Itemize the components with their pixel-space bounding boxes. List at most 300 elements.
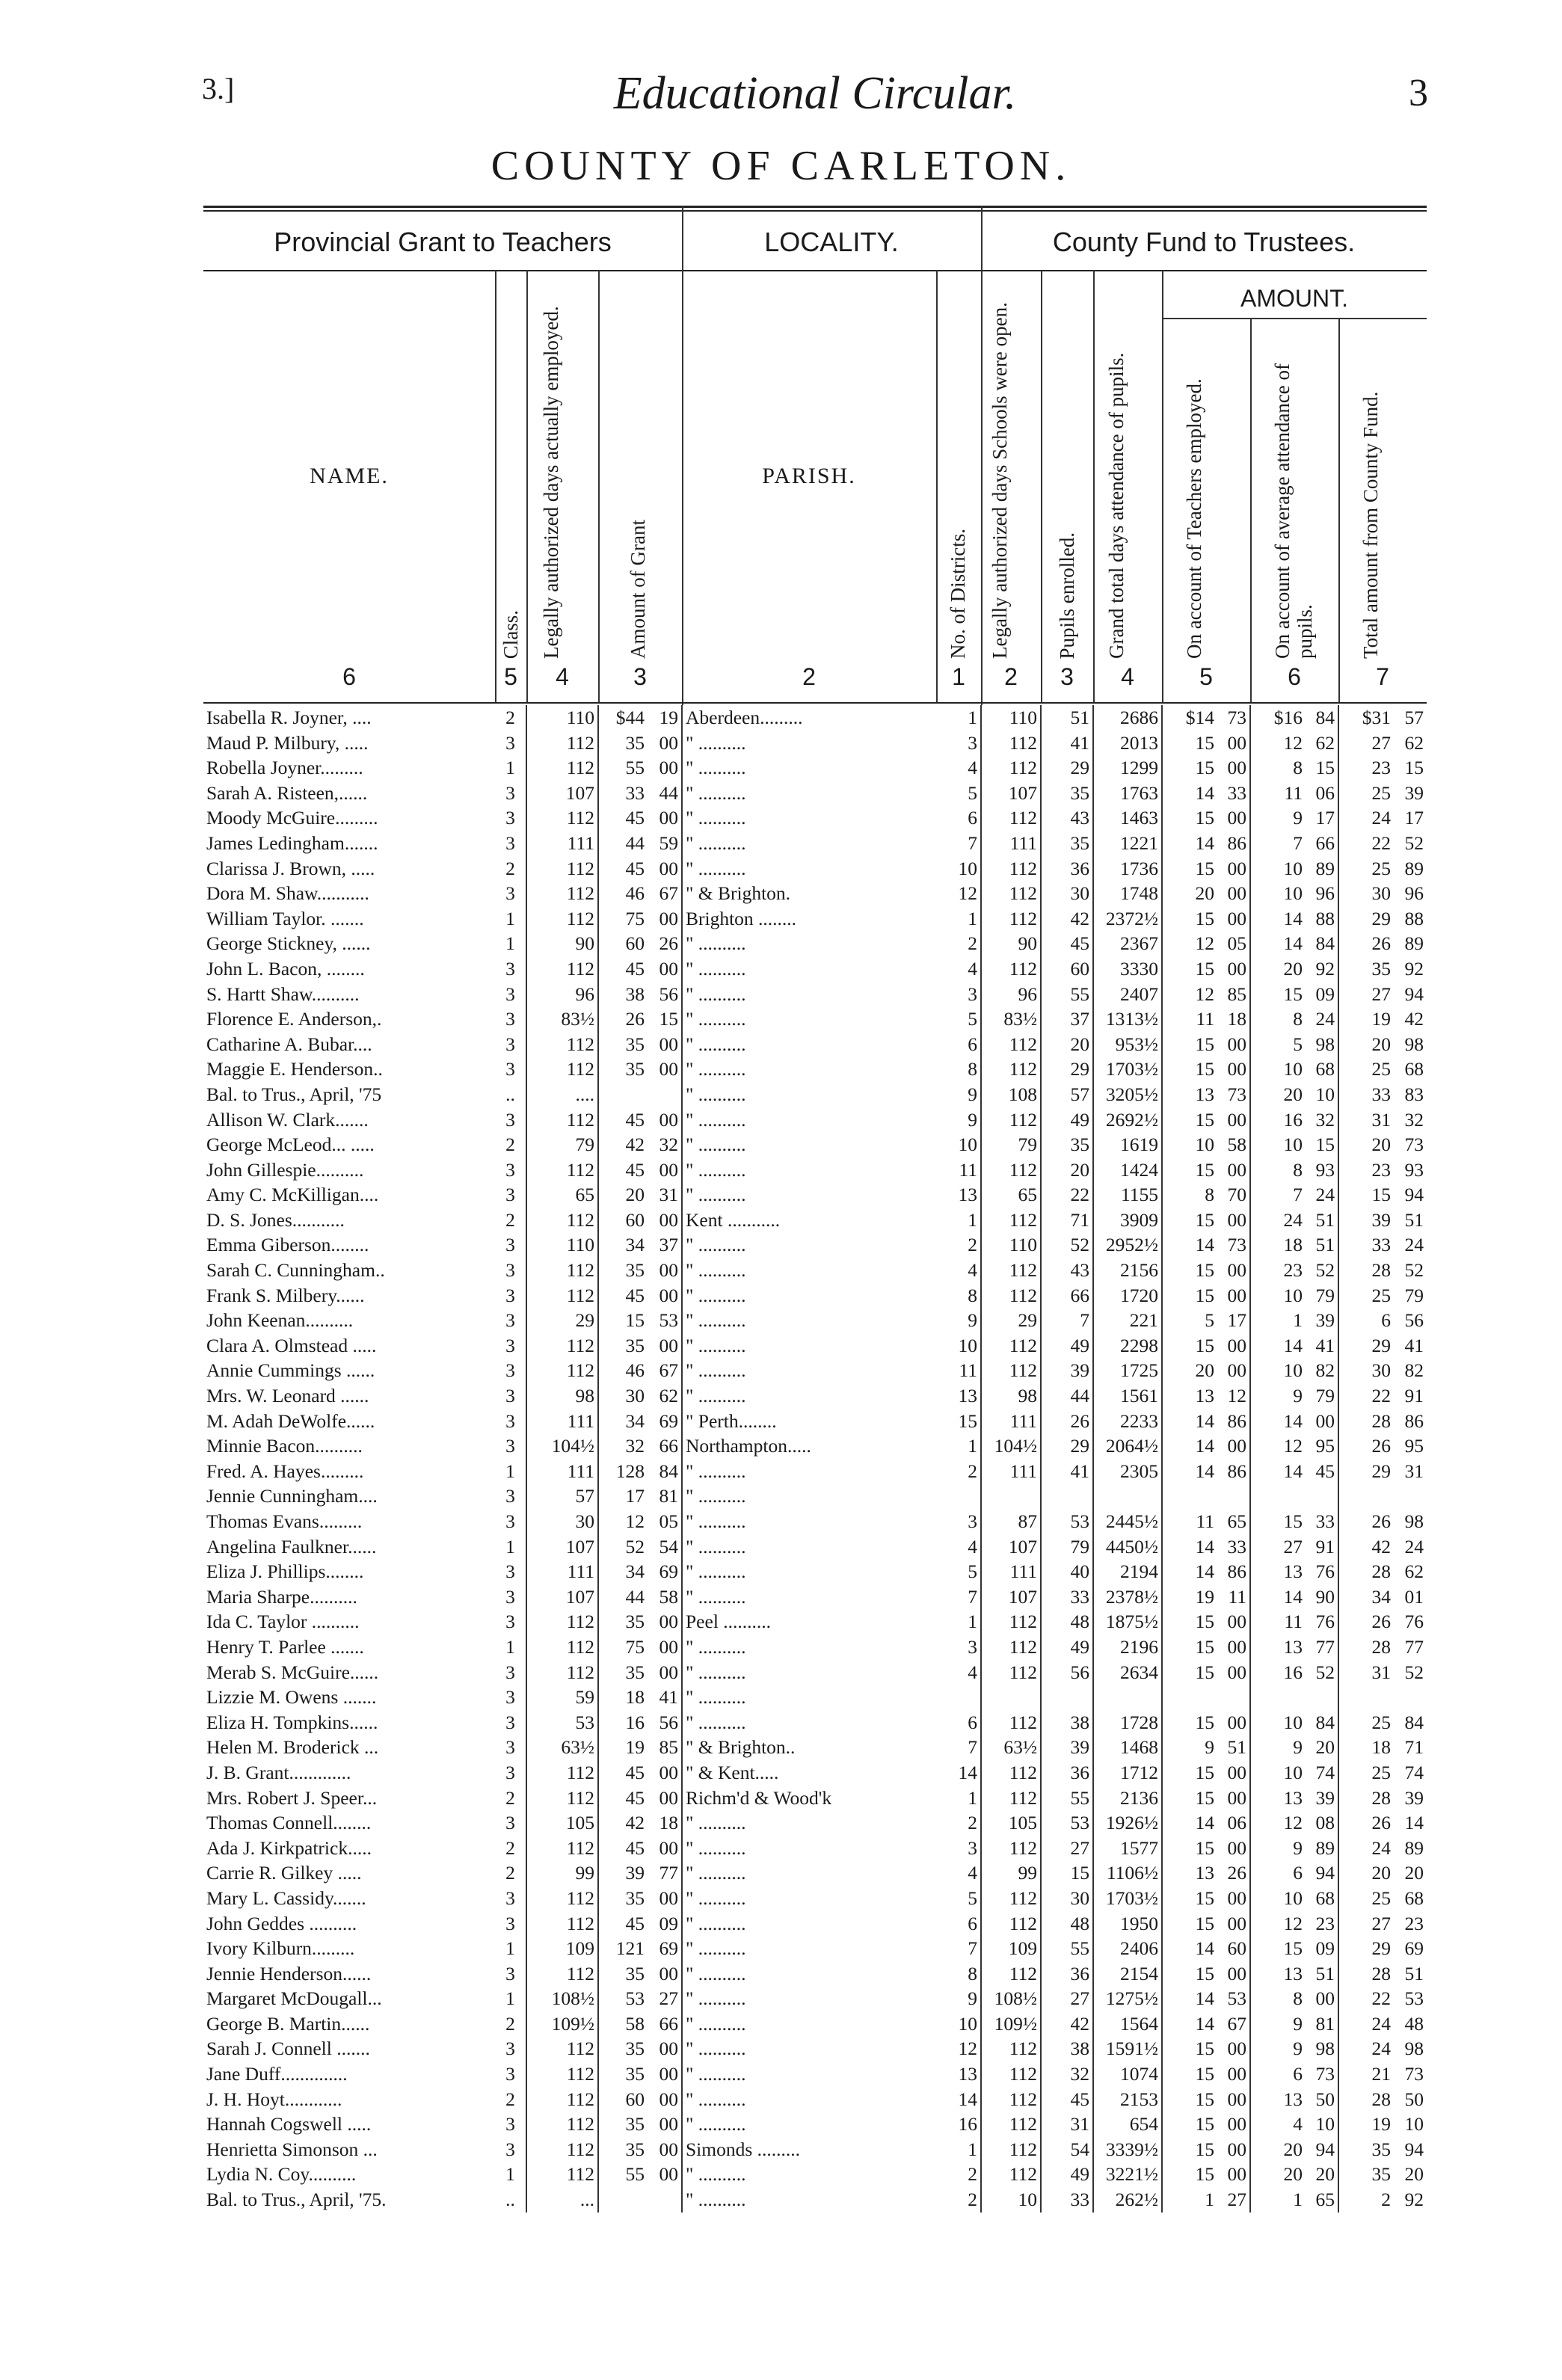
parish: " .......... xyxy=(686,1234,746,1256)
grant-dollars: 35 xyxy=(625,2138,645,2160)
district-no: 11 xyxy=(936,1358,981,1383)
total-days: 3205½ xyxy=(1093,1082,1162,1107)
total-cents: 89 xyxy=(1404,857,1424,879)
class: 2 xyxy=(495,1836,526,1861)
class: 3 xyxy=(495,805,526,831)
average-dollars: 8 xyxy=(1293,1158,1303,1181)
total-cents: 56 xyxy=(1404,1309,1424,1332)
total-days: 1763 xyxy=(1093,781,1162,806)
total-days: 3339½ xyxy=(1093,2137,1162,2162)
total-cents: 50 xyxy=(1404,2088,1424,2110)
class: 3 xyxy=(495,1433,526,1459)
teachers-dollars: 14 xyxy=(1195,1987,1214,2010)
class: 3 xyxy=(495,1710,526,1735)
total-cents: 98 xyxy=(1404,1510,1424,1532)
average-dollars: 10 xyxy=(1283,1058,1303,1080)
days-open: 111 xyxy=(981,1409,1041,1434)
grant-dollars: 45 xyxy=(625,1761,645,1783)
district-no: 5 xyxy=(936,1006,981,1032)
average-dollars xyxy=(1250,1483,1306,1509)
average-cents: 51 xyxy=(1306,1961,1338,1987)
days-employed: 111 xyxy=(526,1409,598,1434)
pupils-enrolled: 29 xyxy=(1041,1433,1093,1459)
grant-cents: 67 xyxy=(648,1358,682,1383)
pupils-enrolled: 55 xyxy=(1041,1936,1093,1961)
district-no: 9 xyxy=(936,1082,981,1107)
days-employed: 105 xyxy=(526,1810,598,1836)
teachers-cents: 00 xyxy=(1217,805,1250,831)
total-dollars: 35 xyxy=(1371,2163,1391,2186)
days-employed: 112 xyxy=(526,1283,598,1309)
total-days: 4450½ xyxy=(1093,1534,1162,1560)
teachers-cents: 33 xyxy=(1217,781,1250,806)
class: 3 xyxy=(495,1032,526,1057)
grant-dollars: 60 xyxy=(625,932,645,955)
total-dollars: 30 xyxy=(1371,882,1391,905)
teachers-dollars: 15 xyxy=(1195,1836,1214,1859)
teachers-cents xyxy=(1217,1483,1250,1509)
teachers-cents: 73 xyxy=(1217,1082,1250,1107)
table-row xyxy=(203,1358,1427,1383)
total-days: 3909 xyxy=(1093,1208,1162,1233)
district-no: 15 xyxy=(936,1409,981,1434)
parish: " .......... xyxy=(686,1812,746,1834)
total-cents: 91 xyxy=(1404,1385,1424,1407)
parish: " .......... xyxy=(686,2113,746,2135)
teachers-dollars: 11 xyxy=(1196,1510,1214,1532)
grant-dollars: 45 xyxy=(625,807,645,829)
grant-cents: 00 xyxy=(648,1208,682,1233)
district-no: 10 xyxy=(936,856,981,882)
teachers-cents: 00 xyxy=(1217,1433,1250,1459)
page-title: Educational Circular. xyxy=(613,68,1017,119)
district-no: 7 xyxy=(936,831,981,856)
teachers-dollars: 14 xyxy=(1195,1460,1214,1482)
table-row xyxy=(203,2112,1427,2137)
districts-header: No. of Districts. xyxy=(947,529,969,659)
teachers-dollars: 15 xyxy=(1195,2163,1214,2186)
teachers-dollars: 15 xyxy=(1195,907,1214,929)
average-dollars: 8 xyxy=(1293,1987,1303,2010)
total-days: 1468 xyxy=(1093,1735,1162,1760)
teachers-cents: 12 xyxy=(1217,1383,1250,1409)
days-employed: 112 xyxy=(526,881,598,906)
total-dollars: 22 xyxy=(1371,831,1391,854)
average-cents: 84 xyxy=(1306,705,1338,731)
district-no: 4 xyxy=(936,1660,981,1685)
grant-cents: 09 xyxy=(648,1911,682,1937)
days-employed: 112 xyxy=(526,2061,598,2087)
total-cents: 84 xyxy=(1404,1711,1424,1733)
class: 3 xyxy=(495,1308,526,1333)
grant-cents: 62 xyxy=(648,1383,682,1409)
pupils-enrolled: 36 xyxy=(1041,1760,1093,1786)
teacher-name: Ida C. Taylor .......... xyxy=(206,1611,360,1633)
class: 1 xyxy=(495,1459,526,1484)
days-open: 107 xyxy=(981,781,1041,806)
average-cents: 51 xyxy=(1306,1232,1338,1258)
teachers-dollars: 15 xyxy=(1195,1284,1214,1306)
teachers-dollars: 20 xyxy=(1195,1359,1214,1382)
teacher-name: Emma Giberson........ xyxy=(206,1234,369,1256)
total-dollars: 28 xyxy=(1371,1409,1391,1432)
days-open: 107 xyxy=(981,1534,1041,1560)
teachers-cents: 00 xyxy=(1217,1710,1250,1735)
pupils-enrolled: 56 xyxy=(1041,1660,1093,1685)
table-row xyxy=(203,1006,1427,1032)
grant-dollars: 42 xyxy=(625,1812,645,1834)
pupils-enrolled: 32 xyxy=(1041,2061,1093,2087)
parish: " .......... xyxy=(686,857,746,879)
average-cents: 20 xyxy=(1306,1735,1338,1760)
class: 3 xyxy=(495,1483,526,1509)
average-cents: 09 xyxy=(1306,982,1338,1007)
pupils-enrolled: 40 xyxy=(1041,1559,1093,1584)
teachers-dollars: 15 xyxy=(1195,2138,1214,2160)
table-row xyxy=(203,1107,1427,1133)
average-cents: 79 xyxy=(1306,1283,1338,1309)
days-employed: 107 xyxy=(526,1534,598,1560)
days-open-header-cell xyxy=(983,277,1041,659)
days-employed: 109 xyxy=(526,1936,598,1961)
teachers-cents: 00 xyxy=(1217,856,1250,882)
teachers-cents xyxy=(1217,1685,1250,1710)
average-cents: 10 xyxy=(1306,2112,1338,2137)
total-cents: 74 xyxy=(1404,1761,1424,1783)
days-open: 112 xyxy=(981,1911,1041,1937)
teachers-cents: 00 xyxy=(1217,755,1250,781)
district-no: 5 xyxy=(936,1559,981,1584)
total-cents: 94 xyxy=(1404,2138,1424,2160)
parish: " .......... xyxy=(686,1158,746,1181)
table-row xyxy=(203,1584,1427,1610)
parish: " .......... xyxy=(686,1836,746,1859)
average-cents: 84 xyxy=(1306,931,1338,956)
days-open: 112 xyxy=(981,1609,1041,1635)
teachers-dollars: 15 xyxy=(1195,1661,1214,1683)
teachers-dollars: 12 xyxy=(1195,932,1214,955)
days-open: 108 xyxy=(981,1082,1041,1107)
grant-cents: 66 xyxy=(648,1433,682,1459)
district-no: 14 xyxy=(936,1760,981,1786)
total-days: 2406 xyxy=(1093,1936,1162,1961)
total-days: 1155 xyxy=(1093,1182,1162,1208)
total-days: 1106½ xyxy=(1093,1860,1162,1886)
table-row xyxy=(203,1911,1427,1937)
pupils-enrolled: 53 xyxy=(1041,1509,1093,1534)
teachers-dollars: 15 xyxy=(1195,957,1214,980)
class: 2 xyxy=(495,1860,526,1886)
average-dollars: 23 xyxy=(1283,1259,1303,1282)
teachers-cents: 06 xyxy=(1217,1810,1250,1836)
days-open: 63½ xyxy=(981,1735,1041,1760)
days-open: 112 xyxy=(981,1157,1041,1183)
days-employed: 108½ xyxy=(526,1986,598,2011)
pupils-enrolled: 60 xyxy=(1041,956,1093,982)
total-dollars: 24 xyxy=(1371,2038,1391,2060)
total-cents: 51 xyxy=(1404,1208,1424,1231)
total-dollars: 2 xyxy=(1381,2189,1391,2211)
total-dollars: 28 xyxy=(1371,1635,1391,1658)
total-days: 2064½ xyxy=(1093,1433,1162,1459)
days-employed: 112 xyxy=(526,1157,598,1183)
days-open: 112 xyxy=(981,2036,1041,2061)
parish: " .......... xyxy=(686,2038,746,2060)
district-no: 2 xyxy=(936,2187,981,2213)
grant-cents: 00 xyxy=(648,1258,682,1283)
grant-cents: 00 xyxy=(648,1660,682,1685)
days-open: 112 xyxy=(981,906,1041,932)
teachers-cents: 05 xyxy=(1217,931,1250,956)
days-employed: 112 xyxy=(526,731,598,756)
pupils-enrolled: 49 xyxy=(1041,2162,1093,2187)
average-dollars: 14 xyxy=(1283,1409,1303,1432)
parish: Simonds ......... xyxy=(686,2138,801,2160)
teachers-dollars: 20 xyxy=(1195,882,1214,905)
total-cents: 24 xyxy=(1404,1234,1424,1256)
average-dollars: 10 xyxy=(1283,1887,1303,1909)
days-open: 112 xyxy=(981,2087,1041,2112)
days-open: 112 xyxy=(981,1886,1041,1911)
class: 1 xyxy=(495,755,526,781)
district-no: 4 xyxy=(936,956,981,982)
grand-total-header: Grand total days attendance of pupils. xyxy=(1105,352,1128,659)
total-dollars: 20 xyxy=(1371,1862,1391,1884)
pupils-enrolled: 29 xyxy=(1041,1057,1093,1082)
teachers-dollars: 14 xyxy=(1195,831,1214,854)
table-row xyxy=(203,1182,1427,1208)
teachers-dollars: 5 xyxy=(1205,1309,1214,1332)
grant-dollars: $44 xyxy=(615,707,645,728)
grant-cents: 67 xyxy=(648,881,682,906)
amount-rule xyxy=(1162,318,1427,319)
average-dollars: 9 xyxy=(1293,2038,1303,2060)
teachers-cents: 00 xyxy=(1217,1157,1250,1183)
days-employed: 57 xyxy=(526,1483,598,1509)
total-cents: 53 xyxy=(1404,1987,1424,2010)
total-cents: 14 xyxy=(1404,1812,1424,1834)
parish: " .......... xyxy=(686,831,746,854)
pupils-enrolled: 30 xyxy=(1041,1886,1093,1911)
total-dollars: 26 xyxy=(1371,1812,1391,1834)
total-days: 1275½ xyxy=(1093,1986,1162,2011)
district-no: 16 xyxy=(936,2112,981,2137)
teachers-cents: 00 xyxy=(1217,1609,1250,1635)
days-open: 29 xyxy=(981,1308,1041,1333)
pupils-enrolled-header: Pupils enrolled. xyxy=(1056,532,1078,659)
teacher-name: Bal. to Trus., April, '75 xyxy=(206,1083,382,1105)
total-dollars: 42 xyxy=(1371,1535,1391,1558)
total-cents: 20 xyxy=(1404,1862,1424,1884)
total-cents: 89 xyxy=(1404,1836,1424,1859)
grant-dollars xyxy=(598,1082,648,1107)
days-employed-header-cell xyxy=(528,277,598,659)
class: 3 xyxy=(495,1057,526,1082)
days-open: 112 xyxy=(981,956,1041,982)
teacher-name: Clarissa J. Brown, ..... xyxy=(206,857,375,879)
class: 3 xyxy=(495,1509,526,1534)
average-cents: 51 xyxy=(1306,1208,1338,1233)
average-dollars: 12 xyxy=(1283,1435,1303,1457)
grant-dollars: 75 xyxy=(625,907,645,929)
class: 3 xyxy=(495,831,526,856)
total-cents: 83 xyxy=(1404,1083,1424,1105)
days-employed: 112 xyxy=(526,1258,598,1283)
total-days: 1712 xyxy=(1093,1760,1162,1786)
days-employed: 98 xyxy=(526,1383,598,1409)
district-no: 3 xyxy=(936,982,981,1007)
average-cents: 81 xyxy=(1306,2011,1338,2037)
total-days: 2298 xyxy=(1093,1333,1162,1359)
district-no: 4 xyxy=(936,1258,981,1283)
days-employed: 30 xyxy=(526,1509,598,1534)
grant-cents: 15 xyxy=(648,1006,682,1032)
districts-header-cell xyxy=(938,277,981,659)
district-no: 4 xyxy=(936,1860,981,1886)
days-open: 96 xyxy=(981,982,1041,1007)
total-days: 2196 xyxy=(1093,1635,1162,1660)
grant-dollars xyxy=(598,2187,648,2213)
parish: " .......... xyxy=(686,1108,746,1131)
teachers-cents: 58 xyxy=(1217,1132,1250,1157)
grant-dollars: 35 xyxy=(625,1962,645,1984)
teachers-dollars: 14 xyxy=(1195,1435,1214,1457)
teachers-dollars: 14 xyxy=(1195,781,1214,804)
total-cents: 77 xyxy=(1404,1635,1424,1658)
pupils-enrolled: 27 xyxy=(1041,1836,1093,1861)
total-cents: 95 xyxy=(1404,1435,1424,1457)
pupils-enrolled: 26 xyxy=(1041,1409,1093,1434)
total-days: 1728 xyxy=(1093,1710,1162,1735)
average-cents: 66 xyxy=(1306,831,1338,856)
average-dollars: 1 xyxy=(1293,1309,1303,1332)
grant-dollars: 35 xyxy=(625,2113,645,2135)
teachers-cents: 00 xyxy=(1217,881,1250,906)
average-cents: 41 xyxy=(1306,1333,1338,1359)
pupils-enrolled: 41 xyxy=(1041,1459,1093,1484)
teacher-name: James Ledingham....... xyxy=(206,831,378,854)
grant-dollars: 35 xyxy=(625,1259,645,1282)
total-dollars: 25 xyxy=(1371,1711,1391,1733)
district-no xyxy=(936,1685,981,1710)
class: 2 xyxy=(495,1786,526,1811)
grant-dollars: 35 xyxy=(625,1887,645,1909)
days-employed: 112 xyxy=(526,1786,598,1811)
teachers-cents: 00 xyxy=(1217,2087,1250,2112)
teachers-dollars: $14 xyxy=(1185,707,1214,728)
table-row xyxy=(203,1132,1427,1157)
days-employed: 112 xyxy=(526,1635,598,1660)
pupils-enrolled: 22 xyxy=(1041,1182,1093,1208)
days-employed: 112 xyxy=(526,1358,598,1383)
teachers-cents: 11 xyxy=(1217,1584,1250,1610)
teachers-cents: 86 xyxy=(1217,1409,1250,1434)
total-cents: 92 xyxy=(1404,957,1424,980)
total-cents: 69 xyxy=(1404,1937,1424,1960)
days-open: 112 xyxy=(981,1760,1041,1786)
days-open: 105 xyxy=(981,1810,1041,1836)
teachers-dollars: 15 xyxy=(1195,1611,1214,1633)
total-cents: 32 xyxy=(1404,1108,1424,1131)
district-no: 1 xyxy=(936,705,981,731)
grant-dollars: 46 xyxy=(625,882,645,905)
grant-dollars: 60 xyxy=(625,1208,645,1231)
teachers-cents: 18 xyxy=(1217,1006,1250,1032)
parish: " .......... xyxy=(686,1661,746,1683)
parish: " .......... xyxy=(686,731,746,754)
grant-cents: 27 xyxy=(648,1986,682,2011)
grant-cents: 00 xyxy=(648,1057,682,1082)
average-dollars: 20 xyxy=(1283,957,1303,980)
total-dollars: 29 xyxy=(1371,1460,1391,1482)
teacher-name: Merab S. McGuire...... xyxy=(206,1661,379,1683)
total-dollars: 35 xyxy=(1371,957,1391,980)
teachers-dollars: 8 xyxy=(1205,1184,1214,1206)
col-num: 5 xyxy=(504,663,517,690)
table-row xyxy=(203,1383,1427,1409)
teacher-name: John L. Bacon, ........ xyxy=(206,957,365,980)
class: 1 xyxy=(495,1986,526,2011)
teachers-dollars: 15 xyxy=(1195,1058,1214,1080)
average-dollars: 24 xyxy=(1283,1208,1303,1231)
total-dollars: 34 xyxy=(1371,1585,1391,1608)
average-dollars: 7 xyxy=(1293,1184,1303,1206)
total-dollars: 31 xyxy=(1371,1661,1391,1683)
total-dollars: 20 xyxy=(1371,1134,1391,1156)
grant-cents: 77 xyxy=(648,1860,682,1886)
days-employed: 104½ xyxy=(526,1433,598,1459)
days-open: 112 xyxy=(981,1057,1041,1082)
teacher-name: Hannah Cogswell ..... xyxy=(206,2113,372,2135)
parish: " .......... xyxy=(686,1887,746,1909)
teachers-cents: 86 xyxy=(1217,831,1250,856)
grant-dollars: 52 xyxy=(625,1535,645,1558)
pupils-enrolled: 39 xyxy=(1041,1735,1093,1760)
total-cents: 39 xyxy=(1404,1786,1424,1809)
grant-cents: 54 xyxy=(648,1534,682,1560)
days-employed: 112 xyxy=(526,856,598,882)
parish: " .......... xyxy=(686,1962,746,1984)
pupils-enrolled: 37 xyxy=(1041,1006,1093,1032)
grant-dollars: 34 xyxy=(625,1560,645,1583)
parish: " .......... xyxy=(686,1987,746,2010)
days-employed: 107 xyxy=(526,781,598,806)
table-row xyxy=(203,781,1427,806)
total-dollars: 18 xyxy=(1371,1736,1391,1759)
teacher-name: Robella Joyner......... xyxy=(206,757,363,779)
teacher-name: William Taylor. ....... xyxy=(206,907,364,929)
total-cents: 01 xyxy=(1404,1585,1424,1608)
average-cents: 24 xyxy=(1306,1182,1338,1208)
average-cents: 98 xyxy=(1306,2036,1338,2061)
average-dollars: 15 xyxy=(1283,983,1303,1005)
parish: " .......... xyxy=(686,757,746,779)
grant-dollars: 34 xyxy=(625,1409,645,1432)
average-dollars: 14 xyxy=(1283,1334,1303,1356)
average-cents: 10 xyxy=(1306,1082,1338,1107)
table-row xyxy=(203,805,1427,831)
teachers-dollars: 11 xyxy=(1196,1008,1214,1030)
class-header: Class. xyxy=(499,609,522,659)
teachers-dollars: 15 xyxy=(1195,1711,1214,1733)
pupils-enrolled: 43 xyxy=(1041,805,1093,831)
table-row xyxy=(203,1232,1427,1258)
parish: " .......... xyxy=(686,1284,746,1306)
teacher-name: Angelina Faulkner...... xyxy=(206,1535,377,1558)
average-dollars: 11 xyxy=(1284,1611,1303,1633)
total-dollars: 25 xyxy=(1371,1761,1391,1783)
class: 1 xyxy=(495,906,526,932)
